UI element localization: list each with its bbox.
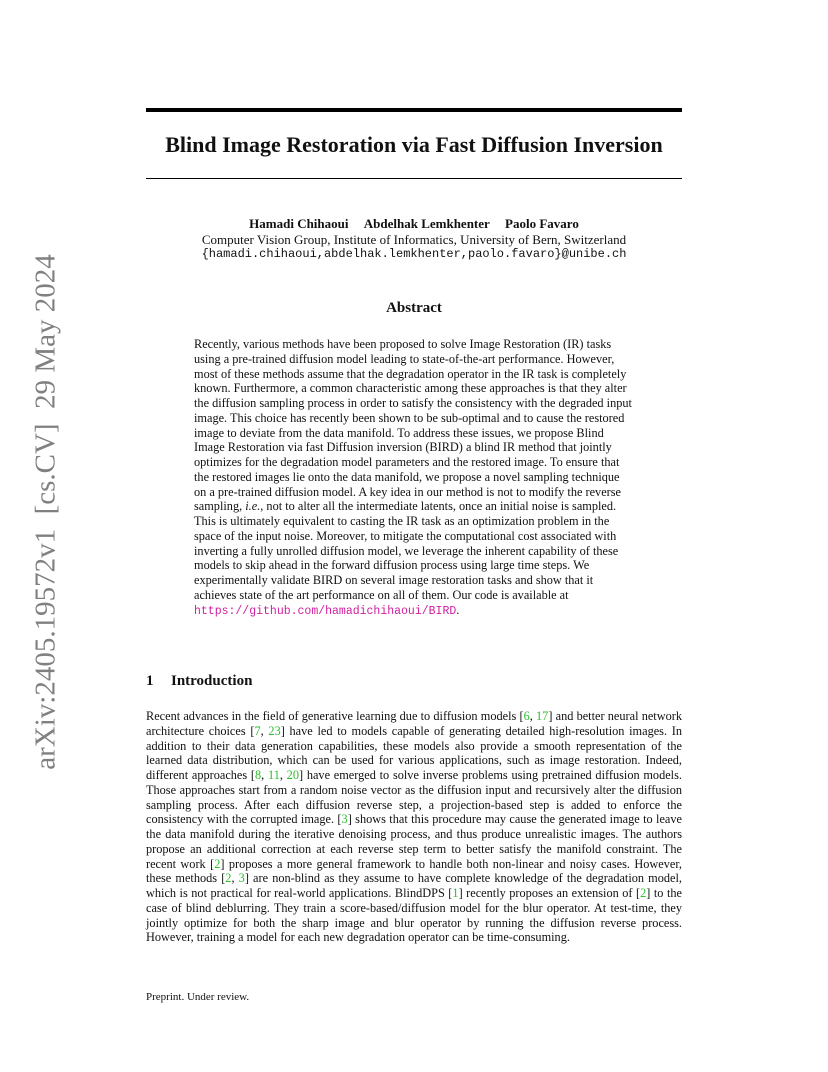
abstract-text-part: Recently, various methods have been proposed to solve Image Restoration (IR) tasks using a pre-trained diffusion model leading to state-of-the-art performance. However, most of these methods assume that the degradation operator in the IR task is completely known. Furthermore, a common characteristic among these approaches is that they alter the diffusion sampling process in order to satisfy the consistency with the degraded input image. This choice has recently been shown to be sub-optimal and to cause the restored image to deviate from the data manifold. To address these issues, we propose Blind Image Restoration via fast Diffusion inversion (BIRD) a blind IR method that jointly optimizes for the degradation model parameters and the restored image. To ensure that the restored images lie onto the data manifold, we propose a novel sampling technique on a pre-trained diffusion model. A key idea in our method is not to modify the reverse sampling, xyxy=(194,337,632,514)
abstract-end: . xyxy=(456,602,460,617)
intro-text: ] recently proposes an extension of [ xyxy=(458,886,641,900)
citation-link[interactable]: 3 xyxy=(341,812,348,827)
intro-separator: , xyxy=(279,768,287,782)
citation-link[interactable]: 17 xyxy=(536,709,549,723)
intro-separator: , xyxy=(260,723,269,738)
intro-text: ] shows that this procedure may cause the generated image to leave the data manifold during the iterative denoising process, and thus produce unrealistic images. The authors propose an additional correction at each reverse step term to better satisfy the manifold constraint. The recent work [ xyxy=(146,812,682,871)
author-block xyxy=(146,216,682,263)
citation-link[interactable]: 7 xyxy=(254,723,261,738)
intro-text: Recent advances in the field of generative learning due to diffusion models [ xyxy=(146,709,524,723)
intro-text: ] to the case of blind deblurring. They train a score-based/diffusion model for the blur operator. At test-time, they jointly optimize for both the sharp image and blur operator by running the diffusion reverse process. However, training a model for each new degradation operator can be time-consuming. xyxy=(146,886,682,945)
abstract-text-part: , not to alter all the intermediate latents, once an initial noise is sampled. This is ultimately equivalent to casting the IR task as an optimization problem in the space of the input noise. Moreover, to mitigate the computational cost associated with inverting a fully unrolled diffusion model, we leverage the inherent capability of these models to skip ahead in the forward diffusion process using large time steps. We experimentally validate BIRD on several image restoration tasks and show that it achieves state of the art performance on all of them. Our code is available at xyxy=(194,499,619,602)
arxiv-identifier: arXiv:2405.19572v1 [cs.CV] 29 May 2024 xyxy=(29,254,62,770)
citation-link[interactable]: 3 xyxy=(238,871,245,886)
citation-link[interactable]: 11 xyxy=(268,768,280,782)
preprint-footer: Preprint. Under review. xyxy=(146,991,250,1003)
intro-text: ] have led to models capable of generating detailed high-resolution images. In addition to their data generation capabilities, these models also provide a smooth representation of the learned data distribution, which can be used for various applications, such as image restoration. Indeed, different approaches [ xyxy=(146,723,683,782)
author-names xyxy=(146,216,682,232)
intro-separator: , xyxy=(529,709,537,723)
citation-link[interactable]: 2 xyxy=(640,886,647,900)
citation-link[interactable]: 6 xyxy=(523,709,530,723)
author-name: Hamadi Chihaoui xyxy=(249,216,349,231)
author-name: Abdelhak Lemkhenter xyxy=(363,216,490,231)
title-bottom-rule xyxy=(146,178,682,179)
intro-separator: , xyxy=(231,871,239,886)
abstract-heading: Abstract xyxy=(386,300,442,316)
author-name: Paolo Favaro xyxy=(505,216,579,231)
citation-link[interactable]: 2 xyxy=(214,856,221,871)
intro-separator: , xyxy=(261,768,268,782)
introduction-paragraph xyxy=(146,709,682,945)
citation-link[interactable]: 8 xyxy=(255,768,262,782)
citation-link[interactable]: 2 xyxy=(225,871,232,886)
citation-link[interactable]: 20 xyxy=(286,768,299,782)
section-title: Introduction xyxy=(171,673,253,689)
author-emails: {hamadi.chihaoui,abdelhak.lemkhenter,paolo.favaro}@unibe.ch xyxy=(201,247,627,261)
intro-text: ] and better neural network architecture choices [ xyxy=(146,709,682,738)
abstract-ie: i.e. xyxy=(245,499,261,514)
citation-link[interactable]: 23 xyxy=(268,723,281,738)
section-number: 1 xyxy=(146,673,154,689)
title-top-rule xyxy=(146,108,682,112)
section-heading-introduction xyxy=(146,671,682,691)
intro-text: ] are non-blind as they assume to have complete knowledge of the degradation model, which is not practical for real-world applications. BlindDPS [ xyxy=(146,871,682,900)
citation-link[interactable]: 1 xyxy=(452,886,459,900)
abstract-text xyxy=(194,337,634,619)
paper-title: Blind Image Restoration via Fast Diffusion Inversion xyxy=(165,132,663,157)
intro-text: ] have emerged to solve inverse problems using pretrained diffusion models. Those approaches start from a random noise vector as the diffusion input and recursively alter the diffusion sampling process. After each diffusion reverse step, a projection-based step is added to enforce the consistency with the corrupted image. [ xyxy=(146,768,682,827)
code-url-link[interactable]: https://github.com/hamadichihaoui/BIRD xyxy=(194,604,457,618)
intro-text: ] proposes a more general framework to handle both non-linear and noisy cases. However, these methods [ xyxy=(146,856,682,886)
author-affiliation: Computer Vision Group, Institute of Informatics, University of Bern, Switzerland xyxy=(201,231,627,247)
